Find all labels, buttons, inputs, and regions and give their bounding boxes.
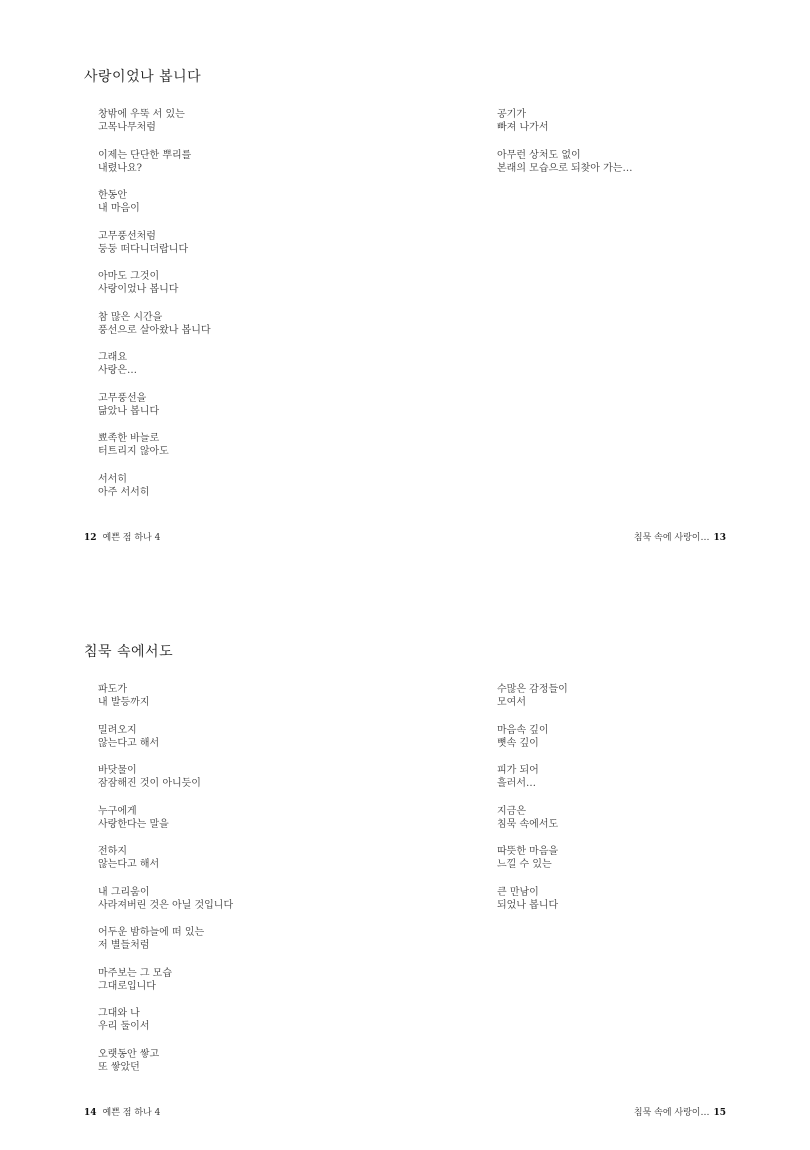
poem-column-right (497, 683, 797, 926)
poem-line: 파도가 (98, 684, 127, 695)
stanza (497, 845, 797, 871)
stanza (497, 764, 797, 790)
stanza (98, 886, 398, 912)
poem-line: 사랑한다는 말을 (98, 818, 169, 830)
poem-line: 이제는 단단한 뿌리를 (98, 149, 192, 161)
running-title: 침묵 속에 사랑이… (633, 533, 710, 543)
poem-line: 오랫동안 쌓고 (98, 1048, 160, 1060)
poem-line: 고목나무처럼 (98, 122, 156, 133)
poem-column-left (98, 683, 398, 1088)
poem-line: 고무풍선을 (98, 392, 147, 404)
poem-column-left (98, 108, 398, 513)
poem-line: 되었나 봅니다 (497, 899, 559, 911)
poem-line: 전하지 (98, 846, 127, 857)
poem-line: 공기가 (497, 109, 526, 120)
stanza (98, 149, 398, 175)
poem-line: 내 마음이 (98, 203, 140, 214)
poem-line: 침묵 속에서도 (497, 818, 559, 830)
stanza (98, 967, 398, 993)
poem-line: 그래요 (98, 352, 127, 363)
stanza (98, 926, 398, 952)
poem-line: 본래의 모습으로 되찾아 가는… (497, 162, 633, 174)
poem-line: 않는다고 해서 (98, 737, 160, 749)
poem-line: 않는다고 해서 (98, 859, 160, 870)
stanza (497, 149, 797, 175)
stanza (98, 1048, 398, 1074)
poem-line: 우리 둘이서 (98, 1021, 150, 1032)
footer-left (84, 1105, 160, 1118)
poem-line: 느낄 수 있는 (497, 859, 552, 870)
poem-line: 닮았나 봅니다 (98, 405, 160, 417)
poem-line: 큰 만남이 (497, 886, 539, 898)
poem-line: 둥둥 떠다니더랍니다 (98, 243, 189, 255)
running-title: 침묵 속에 사랑이… (633, 1108, 710, 1118)
stanza (98, 724, 398, 750)
page-number: 12 (84, 533, 97, 543)
stanza (98, 432, 398, 458)
stanza (98, 392, 398, 418)
stanza (497, 805, 797, 831)
stanza (497, 724, 797, 750)
poem-line: 바닷물이 (98, 765, 137, 776)
stanza (98, 270, 398, 296)
poem-line: 밀려오지 (98, 724, 137, 736)
poem-line: 그대와 나 (98, 1008, 140, 1019)
poem-line: 마주보는 그 모습 (98, 967, 172, 979)
stanza (497, 886, 797, 912)
stanza (497, 683, 797, 709)
poem-line: 마음속 깊이 (497, 724, 549, 736)
poem-line: 또 쌓았던 (98, 1061, 140, 1073)
poem-line: 저 별들처럼 (98, 940, 150, 951)
poem-line: 아마도 그것이 (98, 271, 160, 282)
running-title: 예쁜 점 하나 4 (102, 533, 161, 543)
poem-line: 뼛속 깊이 (497, 737, 539, 749)
footer-right (634, 1105, 726, 1118)
poem-line: 어두운 밤하늘에 떠 있는 (98, 927, 205, 938)
poem-line: 풍선으로 살아왔나 봅니다 (98, 324, 211, 336)
poem-line: 내 발등까지 (98, 697, 150, 708)
poem-column-right (497, 108, 797, 189)
poem-line: 창밖에 우뚝 서 있는 (98, 109, 185, 120)
poem-line: 서서히 (98, 473, 127, 485)
stanza (98, 764, 398, 790)
poem-line: 뾰족한 바늘로 (98, 433, 160, 444)
poem-title: 사랑이었나 봅니다 (84, 69, 202, 85)
page-number: 15 (713, 1108, 726, 1118)
stanza (98, 108, 398, 134)
poem-line: 빠져 나가서 (497, 122, 549, 133)
stanza (497, 108, 797, 134)
footer-right (634, 530, 726, 543)
stanza (98, 230, 398, 256)
poem-line: 사라져버린 것은 아닐 것입니다 (98, 899, 234, 911)
poem-line: 참 많은 시간을 (98, 311, 163, 323)
stanza (98, 683, 398, 709)
poem-line: 사랑이었나 봅니다 (98, 284, 179, 295)
poem-line: 아무런 상처도 없이 (497, 149, 581, 161)
page-number: 14 (84, 1108, 97, 1118)
poem-line: 내 그리움이 (98, 886, 150, 898)
poem-line: 잠잠해진 것이 아니듯이 (98, 778, 201, 789)
page-number: 13 (713, 533, 726, 543)
spread-pages-14-15 (0, 575, 810, 1150)
poem-line: 터트리지 않아도 (98, 446, 169, 457)
poem-line: 아주 서서히 (98, 486, 150, 498)
stanza (98, 189, 398, 215)
poem-line: 내렸나요? (98, 162, 143, 174)
poem-line: 지금은 (497, 805, 526, 817)
poem-line: 모여서 (497, 697, 526, 708)
footer-left (84, 530, 160, 543)
poem-line: 한동안 (98, 190, 127, 201)
stanza (98, 1007, 398, 1033)
poem-line: 고무풍선처럼 (98, 230, 156, 242)
poem-title: 침묵 속에서도 (84, 644, 174, 660)
stanza (98, 473, 398, 499)
poem-line: 수많은 감정들이 (497, 684, 568, 695)
poem-line: 피가 되어 (497, 765, 539, 776)
running-title: 예쁜 점 하나 4 (102, 1108, 161, 1118)
stanza (98, 805, 398, 831)
poem-line: 사랑은… (98, 365, 137, 376)
poem-line: 누구에게 (98, 805, 137, 817)
stanza (98, 845, 398, 871)
poem-line: 그대로입니다 (98, 980, 156, 992)
stanza (98, 311, 398, 337)
poem-line: 흘러서… (497, 778, 536, 789)
stanza (98, 351, 398, 377)
poem-line: 따뜻한 마음을 (497, 846, 559, 857)
